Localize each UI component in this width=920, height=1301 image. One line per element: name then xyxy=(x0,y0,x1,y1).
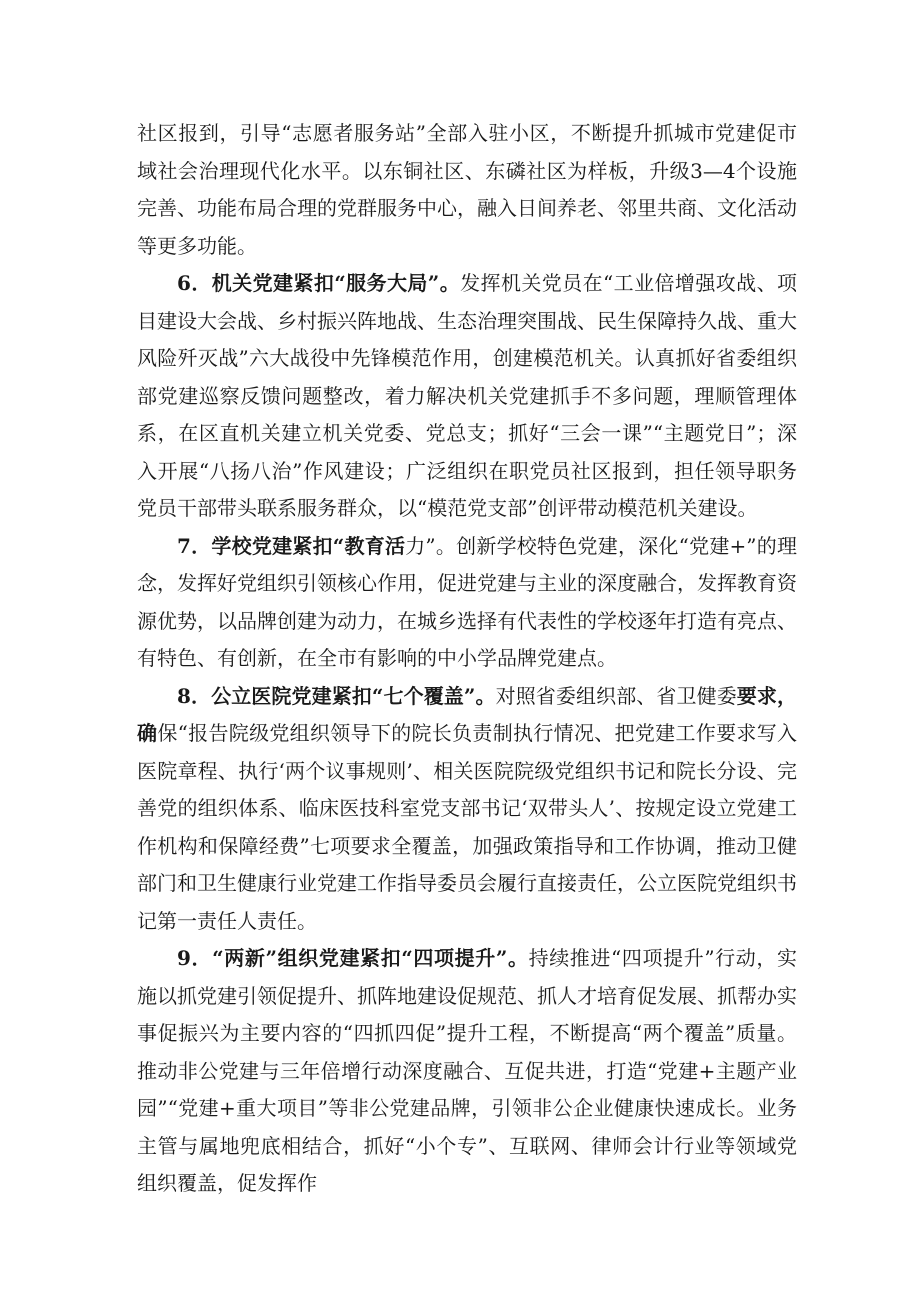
paragraph-body: 发挥机关党员在“工业倍增强攻战、项目建设大会战、乡村振兴阵地战、生态治理突围战、民生保障持久战、重大风险歼灭战”六大战役中先锋模范作用，创建模范机关。认真抓好省委组织部党建巡察反馈问题整改，着力解决机关党建抓手不多问题，理顺管理体系，在区直机关建立机关党委、党总支；抓好“三会一课”“主题党日”；深入开展“八扬八治”作风建设；广泛组织在职党员社区报到，担任领导职务党员干部带头联系服务群众，以“模范党支部”创评带动模范机关建设。 xyxy=(137,271,797,520)
paragraph-body: 保“报告院级党组织领导下的院长负责制执行情况、把党建工作要求写入医院章程、执行‘两个议事规则’、相关医院院级党组织书记和院长分设、完善党的组织体系、临床医技科室党支部书记‘双带头人’、按规定设立党建工作机构和保障经费”七项要求全覆盖，加强政策指导和工作协调，推动卫健部门和卫生健康行业党建工作指导委员会履行直接责任，公立医院党组织书记第一责任人责任。 xyxy=(137,721,797,933)
paragraph-heading: 8．公立医院党建紧扣“七个覆盖”。 xyxy=(177,683,496,708)
paragraph-continuation xyxy=(137,115,797,265)
paragraph-item-6 xyxy=(137,265,797,528)
paragraph-item-8 xyxy=(137,678,797,941)
paragraph-heading: 7．学校党建紧扣“教育活 xyxy=(177,533,406,558)
paragraph-body: 社区报到，引导“志愿者服务站”全部入驻小区，不断提升抓城市党建促市域社会治理现代化水平。以东铜社区、东磷社区为样板，升级3—4个设施完善、功能布局合理的党群服务中心，融入日间养老、邻里共商、文化活动等更多功能。 xyxy=(137,121,797,258)
paragraph-heading-tail: 力”。 xyxy=(405,533,457,558)
paragraph-item-7 xyxy=(137,528,797,678)
paragraph-body: 持续推进“四项提升”行动，实施以抓党建引领促提升、抓阵地建设促规范、抓人才培育促发展、抓帮办实事促振兴为主要内容的“四抓四促”提升工程，不断提高“两个覆盖”质量。推动非公党建与三年倍增行动深度融合、互促共进，打造“党建+主题产业园”“党建+重大项目”等非公党建品牌，引领非公企业健康快速成长。业务主管与属地兜底相结合，抓好“小个专”、互联网、律师会计行业等领域党组织覆盖，促发挥作 xyxy=(137,946,797,1195)
document-body xyxy=(137,115,797,1203)
paragraph-body-lead: 对照省委组织部、省卫健委 xyxy=(495,683,737,708)
paragraph-heading: 9．“两新”组织党建紧扣“四项提升”。 xyxy=(177,946,529,970)
paragraph-body-emphasis: 要求，确 xyxy=(137,683,797,745)
paragraph-body: 创新学校特色党建，深化“党建+”的理念，发挥好党组织引领核心作用，促进党建与主业的深度融合，发挥教育资源优势，以品牌创建为动力，在城乡选择有代表性的学校逐年打造有亮点、有特色、有创新，在全市有影响的中小学品牌党建点。 xyxy=(137,533,797,670)
paragraph-item-9 xyxy=(137,940,797,1203)
paragraph-heading: 6．机关党建紧扣“服务大局”。 xyxy=(177,271,461,295)
